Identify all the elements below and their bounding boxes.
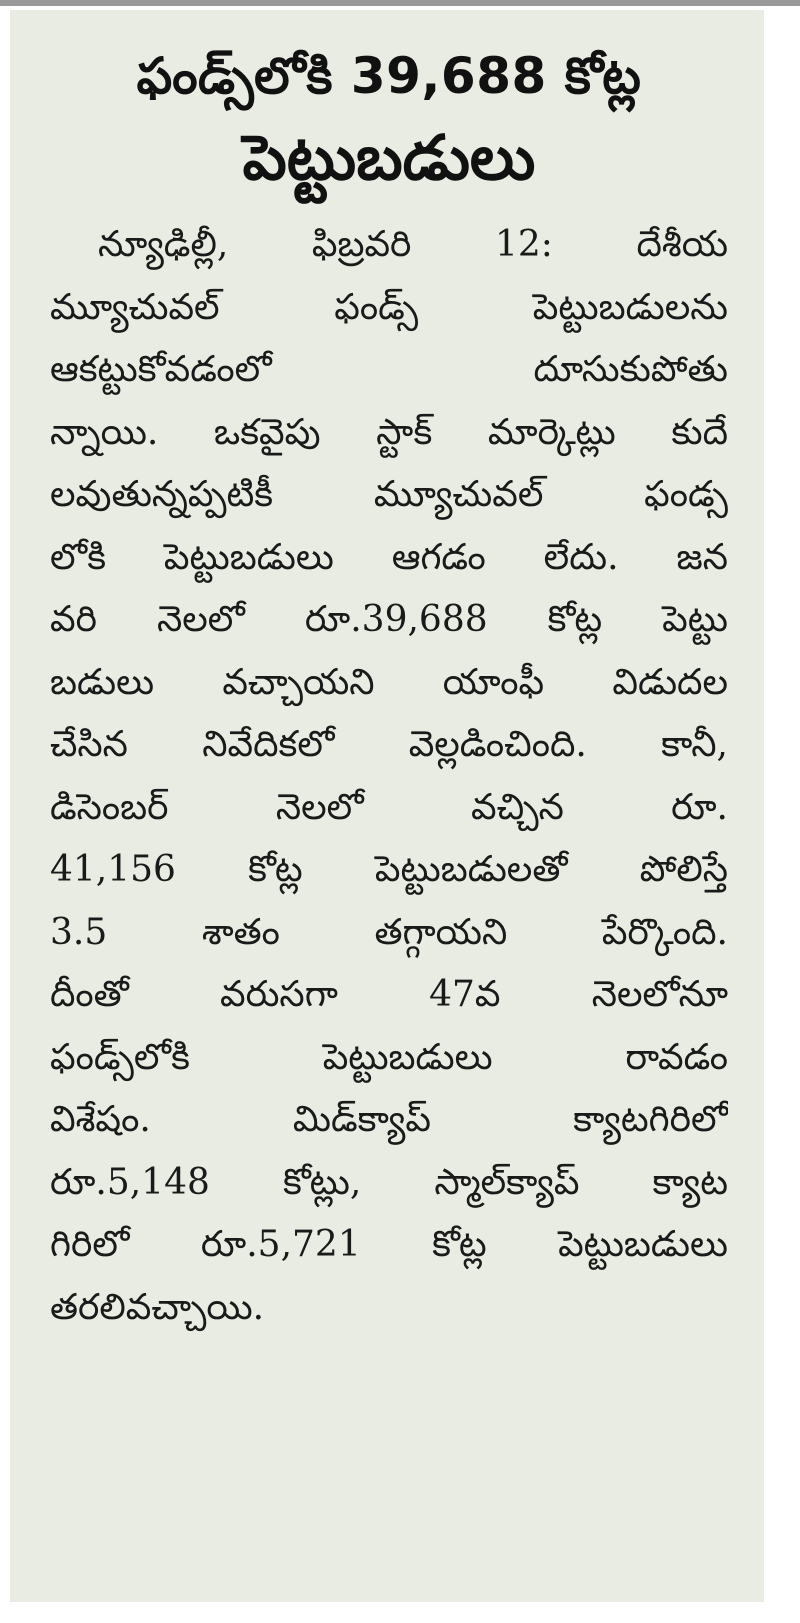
article-line: తరలివచ్చాయి. [50, 1286, 265, 1328]
article-line: న్నాయి. ఒకవైపు స్టాక్ మార్కెట్లు కుదే [50, 411, 728, 453]
article-line: విశేషం. మిడ్‌క్యాప్ క్యాటగిరిలో [50, 1099, 728, 1140]
article-line: బడులు వచ్చాయని యాంఫీ విడుదల [50, 661, 728, 703]
article-line: లోకి పెట్టుబడులు ఆగడం లేదు. జన [50, 536, 728, 578]
headline-line-2: పెట్టుబడులు [242, 121, 536, 194]
article-line: వరి నెలలో రూ.39,688 కోట్ల పెట్టు [50, 599, 728, 640]
top-divider [0, 0, 800, 6]
headline-line-1: ఫండ్స్‌లోకి 39,688 కోట్ల [136, 47, 642, 105]
article-line: 3.5 శాతం తగ్గాయని పేర్కొంది. [50, 911, 728, 953]
article-line: గిరిలో రూ.5,721 కోట్ల పెట్టుబడులు [50, 1224, 728, 1265]
newspaper-clipping [10, 10, 764, 1602]
article-line: న్యూఢిల్లీ, ఫిబ్రవరి 12: దేశీయ [98, 224, 728, 265]
article-line: డిసెంబర్ నెలలో వచ్చిన రూ. [50, 786, 728, 828]
article-line: చేసిన నివేదికలో వెల్లడించింది. కానీ, [50, 724, 728, 765]
article-line: ఆకట్టుకోవడంలో దూసుకుపోతు [50, 349, 728, 390]
article-line: లవుతున్నప్పటికీ మ్యూచువల్ ఫండ్స [50, 474, 728, 515]
article-line: మ్యూచువల్ ఫండ్స్ పెట్టుబడులను [50, 286, 728, 328]
article-line: దీంతో వరుసగా 47వ నెలలోనూ [50, 974, 728, 1015]
article-line: 41,156 కోట్ల పెట్టుబడులతో పోలిస్తే [50, 849, 728, 890]
headline [50, 40, 728, 200]
article-line: ఫండ్స్‌లోకి పెట్టుబడులు రావడం [50, 1036, 728, 1078]
article-body [50, 214, 728, 1339]
article-line: రూ.5,148 కోట్లు, స్మాల్‌క్యాప్ క్యాట [50, 1161, 728, 1203]
